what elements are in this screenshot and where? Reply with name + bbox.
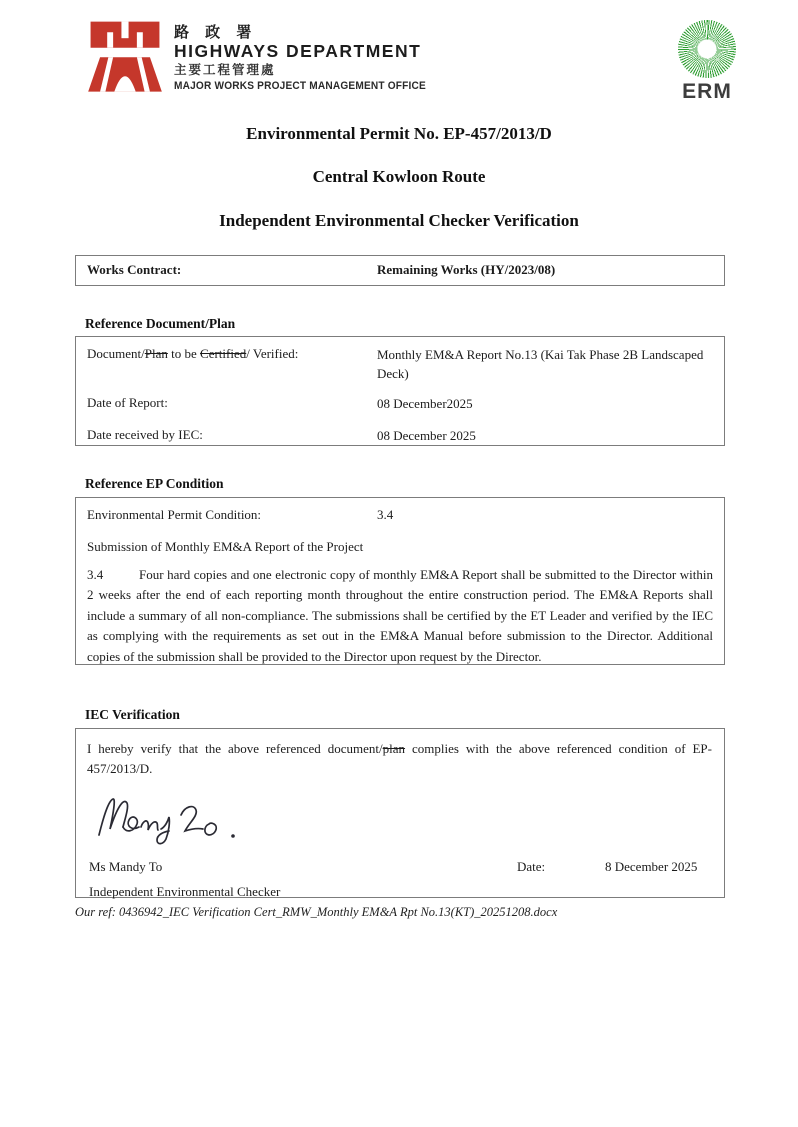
document-label-part3: / Verified: [246, 346, 299, 361]
statement-part2: complies with the above referenced condition of EP-457/2013/D. [87, 741, 712, 777]
erm-brand [678, 18, 736, 104]
our-ref-line: Our ref: 0436942_IEC Verification Cert_RMW_Monthly EM&A Rpt No.13(KT)_20251208.docx [75, 905, 558, 919]
reference-document-heading: Reference Document/Plan [85, 316, 236, 331]
document-label [87, 346, 377, 384]
document-label-struck-certified: Certified [200, 346, 247, 361]
signatory-row [87, 859, 713, 877]
date-received-value: 08 December 2025 [377, 427, 476, 443]
verification-statement [87, 739, 712, 779]
statement-part1: I hereby verify that the above referenced document/ [87, 741, 383, 756]
document-row [87, 346, 713, 384]
reference-ep-condition-heading: Reference EP Condition [85, 476, 224, 491]
header [88, 18, 736, 104]
signature-image [93, 789, 273, 847]
title-project-name: Central Kowloon Route [312, 167, 486, 186]
department-name-block [174, 18, 448, 93]
reference-document-box [75, 336, 725, 446]
date-of-report-value: 08 December2025 [377, 395, 473, 411]
statement-struck-plan: plan [382, 741, 406, 756]
date-label: Date: [517, 859, 546, 875]
signatory-title: Independent Environmental Checker [89, 884, 281, 900]
date-value: 8 December 2025 [605, 859, 698, 875]
document-label-part1: Document/ [87, 346, 145, 361]
iec-verification-heading: IEC Verification [85, 707, 180, 722]
works-contract-label: Works Contract: [87, 262, 182, 277]
signatory-name: Ms Mandy To [89, 859, 163, 875]
works-contract-value: Remaining Works (HY/2023/08) [377, 262, 556, 277]
iec-verification-box [75, 728, 725, 898]
works-contract-box [75, 255, 725, 286]
title-permit-number: Environmental Permit No. EP-457/2013/D [246, 124, 552, 143]
erm-logo-icon [678, 20, 736, 78]
permit-condition-row [87, 507, 713, 523]
date-received-label: Date received by IEC: [87, 426, 203, 442]
department-name-chinese: 路 政 署 [174, 24, 258, 41]
clause-number: 3.4 [87, 567, 104, 582]
highways-department-logo-icon [88, 18, 162, 94]
date-received-row [87, 427, 713, 446]
document-label-part2: to be [167, 346, 201, 361]
permit-condition-value: 3.4 [377, 507, 394, 522]
ep-condition-subject: Submission of Monthly EM&A Report of the Project [87, 539, 364, 554]
clause-text: Four hard copies and one electronic copy of monthly EM&A Report shall be submitted to the Director within 2 weeks after the end of each reporting month throughout the entire construction period. The EM&A Reports shall include a summary of all non-compliance. The submissions shall be certified by the ET Leader and verified by the IEC as complying with the requirements as set out in the EM&A Manual before submission to the Director. Additional copies of the submission shall be provided to the Director upon request by the Director. [87, 567, 713, 664]
title-document-type: Independent Environmental Checker Verification [219, 211, 579, 230]
highways-department-brand [88, 18, 448, 94]
document-value: Monthly EM&A Report No.13 (Kai Tak Phase 2B Landscaped Deck) [377, 347, 704, 381]
ep-condition-clause [87, 565, 713, 667]
document-label-struck-plan: Plan [144, 346, 168, 361]
office-name-chinese: 主要工程管理處 [174, 63, 276, 78]
department-name-english: HIGHWAYS DEPARTMENT [174, 41, 422, 62]
permit-condition-label: Environmental Permit Condition: [87, 507, 262, 522]
date-of-report-row [87, 395, 713, 414]
office-name-english: MAJOR WORKS PROJECT MANAGEMENT OFFICE [174, 80, 426, 93]
reference-ep-condition-box [75, 497, 725, 665]
erm-wordmark: ERM [682, 80, 732, 103]
date-of-report-label: Date of Report: [87, 394, 168, 410]
